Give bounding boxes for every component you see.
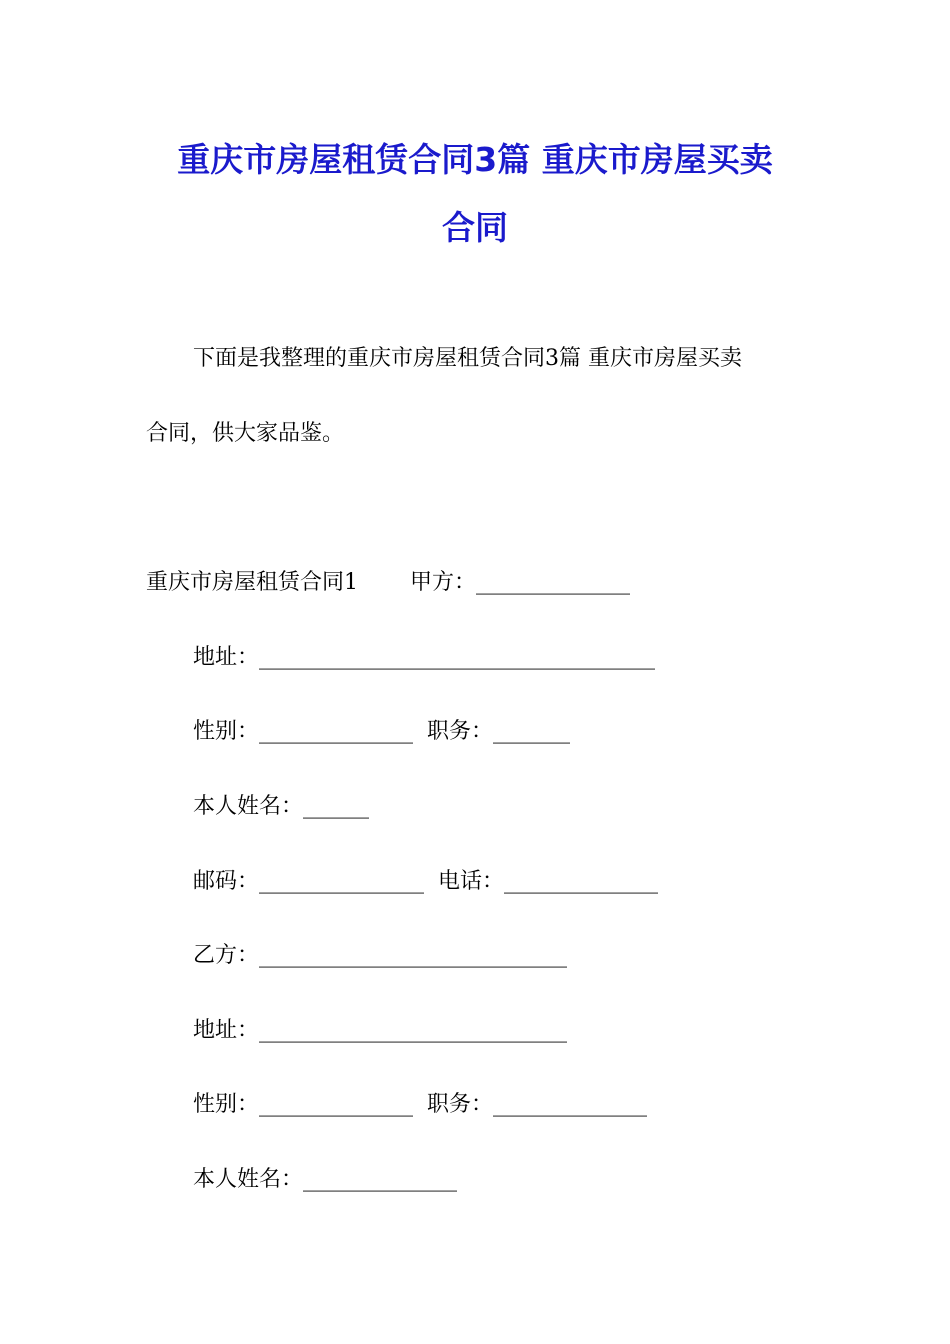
postcode-blank: _______________ xyxy=(259,869,425,894)
party-b-label: 乙方： xyxy=(193,943,260,968)
party-a-label: 甲方： xyxy=(410,570,477,595)
address-label-1: 地址： xyxy=(193,645,260,670)
gender-blank-1: ______________ xyxy=(259,719,414,744)
postcode-phone-row xyxy=(193,867,658,897)
party-b-blank: ____________________________ xyxy=(259,943,568,968)
phone-blank: ______________ xyxy=(504,869,659,894)
name-label-1: 本人姓名： xyxy=(193,794,304,819)
gender-label-1: 性别： xyxy=(193,719,260,744)
address-row-2 xyxy=(193,1016,567,1046)
document-title-line-1: 重庆市房屋租赁合同3篇 重庆市房屋买卖 xyxy=(177,140,773,179)
contract-heading-row xyxy=(146,568,630,598)
gender-position-row-1 xyxy=(193,717,570,747)
address-row-1 xyxy=(193,643,655,673)
document-title-line-2: 合同 xyxy=(442,208,508,247)
intro-line-2: 合同，供大家品鉴。 xyxy=(146,421,345,446)
contract-heading: 重庆市房屋租赁合同1 xyxy=(146,570,358,595)
gender-position-row-2 xyxy=(193,1090,647,1120)
intro-line-1: 下面是我整理的重庆市房屋租赁合同3篇 重庆市房屋买卖 xyxy=(193,346,742,371)
name-row-1 xyxy=(193,792,369,822)
position-label-2: 职务： xyxy=(427,1092,494,1117)
position-label-1: 职务： xyxy=(427,719,494,744)
postcode-label: 邮码： xyxy=(193,869,260,894)
address-blank-1: ____________________________________ xyxy=(259,645,656,670)
name-row-2 xyxy=(193,1165,457,1195)
gender-label-2: 性别： xyxy=(193,1092,260,1117)
position-blank-2: ______________ xyxy=(493,1092,648,1117)
gender-blank-2: ______________ xyxy=(259,1092,414,1117)
name-label-2: 本人姓名： xyxy=(193,1167,304,1192)
address-blank-2: ____________________________ xyxy=(259,1018,568,1043)
party-b-row xyxy=(193,941,567,971)
party-a-blank: ______________ xyxy=(476,570,631,595)
name-blank-1: ______ xyxy=(303,794,370,819)
address-label-2: 地址： xyxy=(193,1018,260,1043)
position-blank-1: _______ xyxy=(493,719,571,744)
phone-label: 电话： xyxy=(438,869,505,894)
name-blank-2: ______________ xyxy=(303,1167,458,1192)
